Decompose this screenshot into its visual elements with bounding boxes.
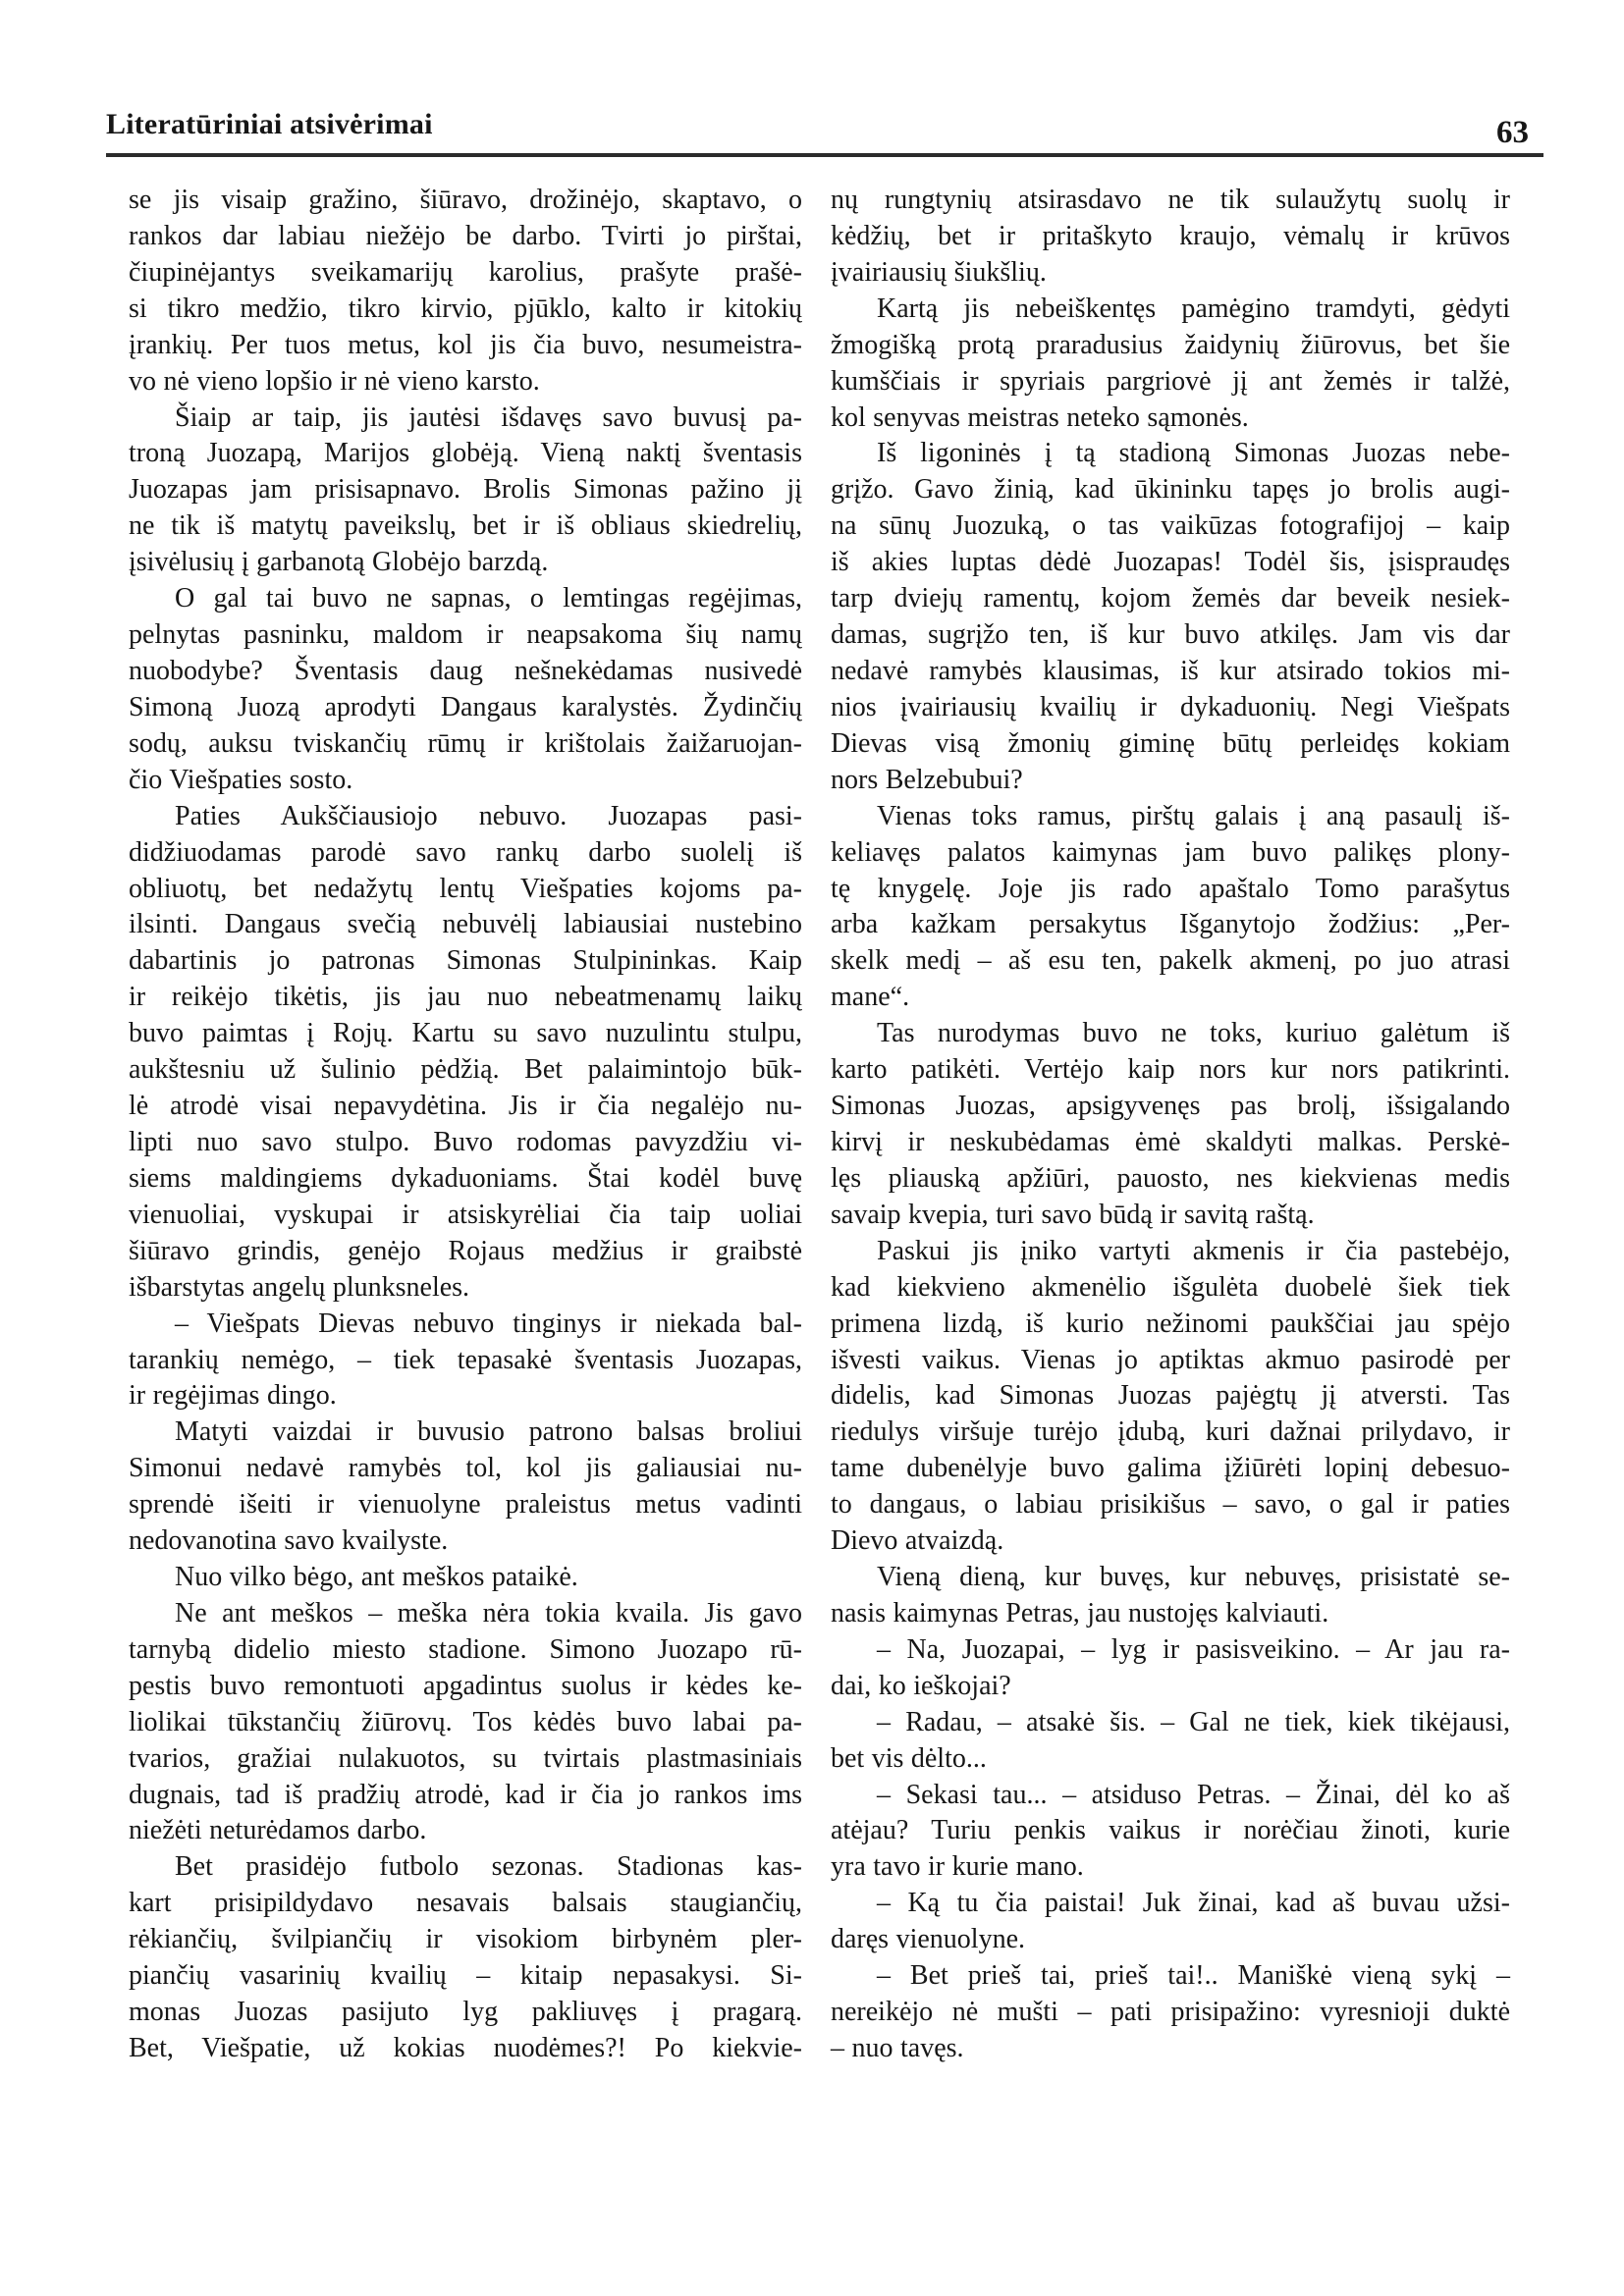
page-header [106,108,1529,150]
text-line: Simonui nedavė ramybės tol, kol jis galiausiai nu- [129,1453,802,1484]
text-body [129,183,1510,2067]
text-line: sodų, auksu tviskančių rūmų ir krištolais žaižaruojan- [129,727,802,759]
text-line: liolikai tūkstančių žiūrovų. Tos kėdės buvo labai pa- [129,1706,802,1737]
page-number: 63 [1496,115,1529,150]
text-line: Iš ligoninės į tą stadioną Simonas Juozas nebe- [877,438,1510,469]
text-line: Šiaip ar taip, jis jautėsi išdavęs savo buvusį pa- [175,401,802,433]
text-line: – Ką tu čia paistai! Juk žinai, kad aš buvau užsi- [877,1888,1510,1919]
text-line: mane“. [831,982,910,1013]
text-line: grįžo. Gavo žinią, kad ūkininku tapęs jo brolis augi- [831,474,1510,506]
text-line: žmogišką protą praradusius žaidynių žiūrovus, bet šie [831,329,1510,360]
text-line: didžiuodamas parodė savo rankų darbo suolelį iš [129,836,802,868]
text-line: lęs pliauską apžiūri, pauosto, nes kiekvienas medis [831,1162,1510,1194]
text-line: kėdžių, bet ir pritaškyto kraujo, vėmalų ir krūvos [831,220,1510,251]
text-line: čiupinėjantys sveikamarijų karolius, prašyte prašė- [129,256,802,288]
text-line: Juozapas jam prisisapnavo. Brolis Simonas pažino jį [129,474,802,506]
running-header-title: Literatūriniai atsivėrimai [106,108,433,140]
text-line: bet vis dėlto... [831,1742,987,1774]
text-line: pestis buvo remontuoti apgadintus suolus ir kėdes ke- [129,1670,802,1701]
text-line: pelnytas pasninku, maldom ir neapsakoma šių namų [129,619,802,651]
text-line: šiūravo grindis, genėjo Rojaus medžius ir graibstė [129,1235,802,1266]
text-line: dabartinis jo patronas Simonas Stulpininkas. Kaip [129,945,802,977]
text-line: Kartą jis nebeiškentęs pamėgino tramdyti, gėdyti [877,293,1510,324]
text-line: – nuo tavęs. [831,2033,964,2064]
text-line: skelk medį – aš esu ten, pakelk akmenį, po juo atrasi [831,945,1510,977]
text-line: karto patikėti. Vertėjo kaip nors kur nors patikrinti. [831,1054,1510,1086]
text-line: kol senyvas meistras neteko sąmonės. [831,401,1249,433]
text-line: keliavęs palatos kaimynas jam buvo palikęs plony- [831,836,1510,868]
text-line: ir regėjimas dingo. [129,1380,337,1412]
text-line: – Na, Juozapai, – lyg ir pasisveikino. – Ar jau ra- [877,1633,1510,1665]
text-line: tarp dviejų ramentų, kojom žemės dar beveik nesiek- [831,583,1510,614]
text-line: kad kiekvieno akmenėlio išgulėta duobelė šiek tiek [831,1271,1510,1303]
text-line: nereikėjo nė mušti – pati prisipažino: vyresnioji duktė [831,1997,1510,2028]
text-line: nasis kaimynas Petras, jau nustojęs kalviauti. [831,1597,1329,1629]
header-rule [106,153,1543,157]
text-line: ilsinti. Dangaus svečią nebuvėlį labiausiai nustebino [129,909,802,940]
text-line: troną Juozapą, Marijos globėją. Vieną naktį šventasis [129,438,802,469]
text-line: tę knygelę. Joje jis rado apaštalo Tomo parašytus [831,873,1510,904]
text-line: Paties Aukščiausiojo nebuvo. Juozapas pasi- [175,800,802,831]
text-line: nios įvairiausių kvailių ir dykaduonių. Negi Viešpats [831,691,1510,722]
text-line: Simoną Juozą aprodyti Dangaus karalystės. Žydinčių [129,691,802,722]
text-line: arba kažkam persakytus Išganytojo žodžius: „Per- [831,909,1510,940]
text-line: didelis, kad Simonas Juozas pajėgtų jį atversti. Tas [831,1380,1510,1412]
text-line: – Bet prieš tai, prieš tai!.. Maniškė vieną sykį – [877,1960,1510,1992]
text-line: yra tavo ir kurie mano. [831,1851,1084,1883]
text-line: primena lizdą, iš kurio nežinomi paukščiai jau spėjo [831,1308,1510,1339]
text-line: čio Viešpaties sosto. [129,764,353,795]
text-line: įsivėlusių į garbanotą Globėjo barzdą. [129,547,549,578]
text-line: daręs vienuolyne. [831,1924,1025,1955]
text-line: – Viešpats Dievas nebuvo tinginys ir niekada bal- [175,1308,802,1339]
text-line: obliuotų, bet nedažytų lentų Viešpaties kojoms pa- [129,873,802,904]
text-line: tame dubenėlyje buvo galima įžiūrėti lopinį debesuo- [831,1453,1510,1484]
text-line: įvairiausių šiukšlių. [831,256,1047,288]
text-line: Paskui jis įniko vartyti akmenis ir čia pastebėjo, [877,1235,1510,1266]
text-line: – Sekasi tau... – atsiduso Petras. – Žinai, dėl ko aš [877,1779,1510,1810]
text-line: O gal tai buvo ne sapnas, o lemtingas regėjimas, [175,583,802,614]
text-line: kumščiais ir spyriais pargriovė jį ant žemės ir talžė, [831,365,1510,397]
text-line: vienuoliai, vyskupai ir atsiskyrėliai čia taip uoliai [129,1199,802,1230]
text-line: Dievo atvaizdą. [831,1525,1004,1557]
text-line: kirvį ir neskubėdamas ėmė skaldyti malkas. Perskė- [831,1126,1510,1157]
text-line: lipti nuo savo stulpo. Buvo rodomas pavyzdžiu vi- [129,1126,802,1157]
text-line: lė atrodė visai nepavydėtina. Jis ir čia negalėjo nu- [129,1091,802,1122]
text-line: buvo paimtas į Rojų. Kartu su savo nuzulintu stulpu, [129,1018,802,1049]
text-line: ne tik iš matytų paveikslų, bet ir iš obliaus skiedrelių, [129,510,802,542]
text-line: Nuo vilko bėgo, ant meškos pataikė. [175,1562,578,1593]
text-line: Bet, Viešpatie, už kokias nuodėmes?! Po kiekvie- [129,2033,802,2064]
text-line: nors Belzebubui? [831,764,1023,795]
text-line: se jis visaip gražino, šiūravo, drožinėjo, skaptavo, o [129,185,802,215]
text-line: išbarstytas angelų plunksneles. [129,1271,470,1303]
text-line: ir reikėjo tikėtis, jis jau nuo nebeatmenamų laikų [129,982,802,1013]
text-line: niežėti neturėdamos darbo. [129,1815,427,1846]
text-line: Tas nurodymas buvo ne toks, kuriuo galėtum iš [877,1018,1510,1049]
text-line: piančių vasarinių kvailių – kitaip nepasakysi. Si- [129,1960,802,1992]
text-line: nedovanotina savo kvailyste. [129,1525,449,1557]
text-line: tarankių nemėgo, – tiek tepasakė šventasis Juozapas, [129,1344,802,1375]
text-line: iš akies luptas dėdė Juozapas! Todėl šis, įsispraudęs [831,547,1510,578]
text-line: savaip kvepia, turi savo būdą ir savitą raštą. [831,1199,1315,1230]
text-line: siems maldingiems dykaduoniams. Štai kodėl buvę [129,1162,802,1194]
text-line: si tikro medžio, tikro kirvio, pjūklo, kalto ir kitokių [129,293,802,324]
text-line: riedulys viršuje turėjo įdubą, kuri dažnai prilydavo, ir [831,1416,1510,1448]
text-line: nų rungtynių atsirasdavo ne tik sulaužytų suolų ir [831,185,1510,215]
text-line: nuobodybe? Šventasis daug nešnekėdamas nusivedė [129,655,802,686]
text-line: aukštesniu už šulinio pėdžią. Bet palaimintojo būk- [129,1054,802,1086]
text-line: Dievas visą žmonių giminę būtų perleidęs kokiam [831,727,1510,759]
text-line: tvarios, gražiai nulakuotos, su tvirtais plastmasiniais [129,1742,802,1774]
text-line: na sūnų Juozuką, o tas vaikūzas fotografijoj – kaip [831,510,1510,542]
text-line: to dangaus, o labiau prisikišus – savo, o gal ir paties [831,1489,1510,1521]
text-line: atėjau? Turiu penkis vaikus ir norėčiau žinoti, kurie [831,1815,1510,1846]
text-column-right [831,183,1510,2067]
text-line: rėkiančių, švilpiančių ir visokiom birbynėm pler- [129,1924,802,1955]
text-line: vo nė vieno lopšio ir nė vieno karsto. [129,365,540,397]
text-line: Vienas toks ramus, pirštų galais į aną pasaulį iš- [877,800,1510,831]
text-line: Bet prasidėjo futbolo sezonas. Stadionas kas- [175,1851,802,1883]
text-line: išvesti vaikus. Vienas jo aptiktas akmuo pasirodė per [831,1344,1510,1375]
text-line: monas Juozas pasijuto lyg pakliuvęs į pragarą. [129,1997,802,2028]
text-line: tarnybą didelio miesto stadione. Simono Juozapo rū- [129,1633,802,1665]
text-line: sprendė išeiti ir vienuolyne praleistus metus vadinti [129,1489,802,1521]
text-line: Matyti vaizdai ir buvusio patrono balsas broliui [175,1416,802,1448]
text-line: kart prisipildydavo nesavais balsais staugiančių, [129,1888,802,1919]
text-line: dai, ko ieškojai? [831,1670,1011,1701]
text-line: Ne ant meškos – meška nėra tokia kvaila. Jis gavo [175,1597,802,1629]
text-line: rankos dar labiau niežėjo be darbo. Tvirti jo pirštai, [129,220,802,251]
text-line: dugnais, tad iš pradžių atrodė, kad ir čia jo rankos ims [129,1779,802,1810]
text-line: įrankių. Per tuos metus, kol jis čia buvo, nesumeistra- [129,329,802,360]
text-line: Vieną dieną, kur buvęs, kur nebuvęs, prisistatė se- [877,1562,1510,1593]
text-line: – Radau, – atsakė šis. – Gal ne tiek, kiek tikėjausi, [877,1706,1510,1737]
text-line: damas, sugrįžo ten, iš kur buvo atkilęs. Jam vis dar [831,619,1510,651]
text-column-left [129,183,802,2067]
text-line: nedavė ramybės klausimas, iš kur atsirado tokios mi- [831,655,1510,686]
text-line: Simonas Juozas, apsigyvenęs pas brolį, išsigalando [831,1091,1510,1122]
